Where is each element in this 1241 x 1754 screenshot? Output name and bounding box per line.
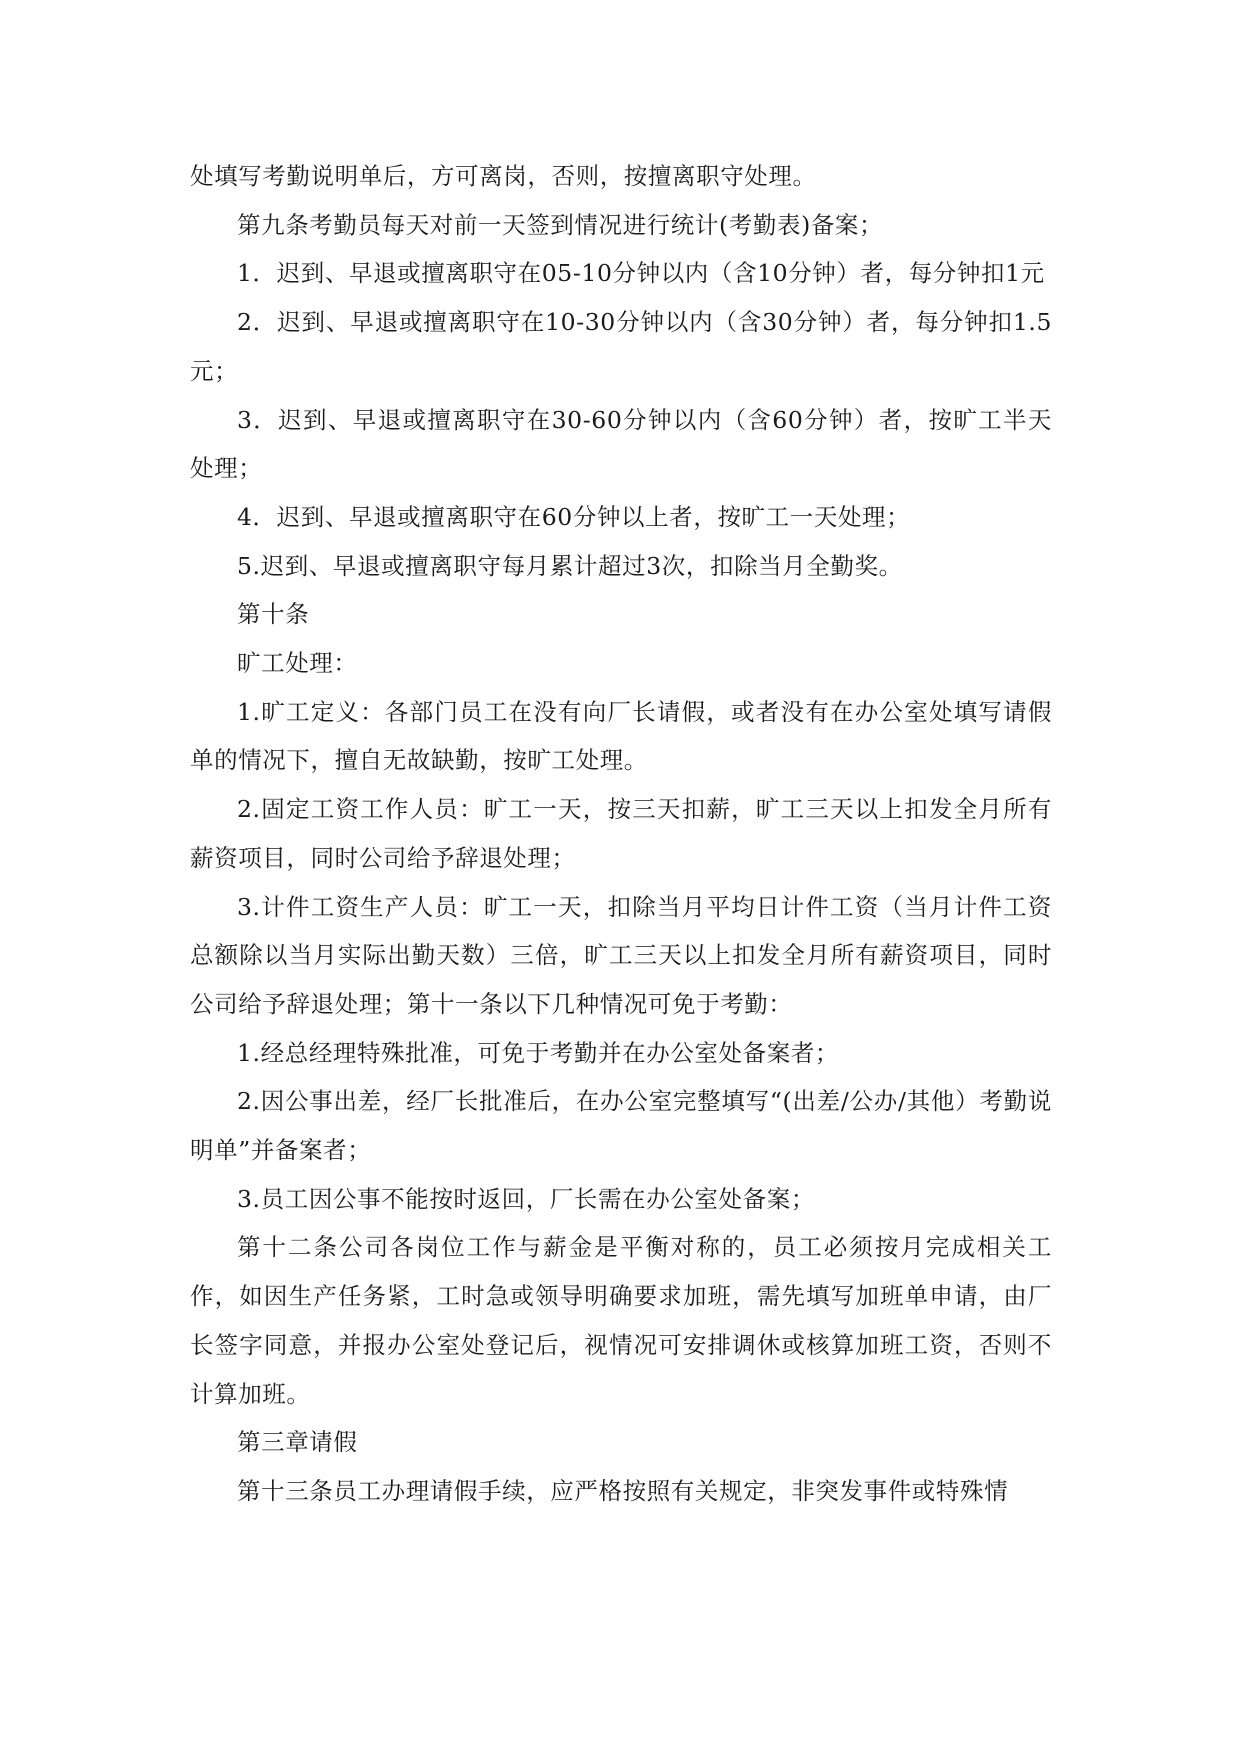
paragraph: 2.固定工资工作人员：旷工一天，按三天扣薪，旷工三天以上扣发全月所有薪资项目，同时公司给予辞退处理； bbox=[190, 795, 1052, 872]
document-body bbox=[190, 152, 1052, 1516]
paragraph: 第十二条公司各岗位工作与薪金是平衡对称的，员工必须按月完成相关工作，如因生产任务紧，工时急或领导明确要求加班，需先填写加班单申请，由厂长签字同意，并报办公室处登记后，视情况可安排调休或核算加班工资，否则不计算加班。 bbox=[190, 1233, 1052, 1408]
chapter-heading: 第三章请假 bbox=[237, 1428, 358, 1457]
paragraph: 3．迟到、早退或擅离职守在30-60分钟以内（含60分钟）者，按旷工半天处理； bbox=[190, 405, 1052, 483]
paragraph: 2.因公事出差，经厂长批准后，在办公室完整填写“(出差/公办/其他）考勤说明单”并备案者； bbox=[190, 1087, 1052, 1165]
paragraph: 处填写考勤说明单后，方可离岗，否则，按擅离职守处理。 bbox=[190, 162, 817, 190]
paragraph: 3.员工因公事不能按时返回，厂长需在办公室处备案； bbox=[237, 1184, 815, 1213]
paragraph: 第十三条员工办理请假手续，应严格按照有关规定，非突发事件或特殊情 bbox=[237, 1476, 1009, 1505]
paragraph: 4．迟到、早退或擅离职守在60分钟以上者，按旷工一天处理； bbox=[237, 502, 911, 531]
section-heading: 第十条 bbox=[237, 600, 310, 629]
paragraph: 旷工处理： bbox=[237, 649, 358, 678]
paragraph: 3.计件工资生产人员：旷工一天，扣除当月平均日计件工资（当月计件工资总额除以当月实际出勤天数）三倍，旷工三天以上扣发全月所有薪资项目，同时公司给予辞退处理；第十一条以下几种情况可免于考勤： bbox=[190, 892, 1052, 1018]
paragraph: 1.旷工定义：各部门员工在没有向厂长请假，或者没有在办公室处填写请假单的情况下，擅自无故缺勤，按旷工处理。 bbox=[190, 697, 1052, 775]
paragraph: 1.经总经理特殊批准，可免于考勤并在办公室处备案者； bbox=[237, 1038, 840, 1067]
paragraph: 1．迟到、早退或擅离职守在05-10分钟以内（含10分钟）者，每分钟扣1元 bbox=[237, 259, 1045, 288]
paragraph: 第九条考勤员每天对前一天签到情况进行统计(考勤表)备案； bbox=[237, 210, 884, 239]
paragraph: 5.迟到、早退或擅离职守每月累计超过3次，扣除当月全勤奖。 bbox=[237, 551, 903, 580]
paragraph: 2．迟到、早退或擅离职守在10-30分钟以内（含30分钟）者，每分钟扣1.5元； bbox=[190, 308, 1052, 385]
